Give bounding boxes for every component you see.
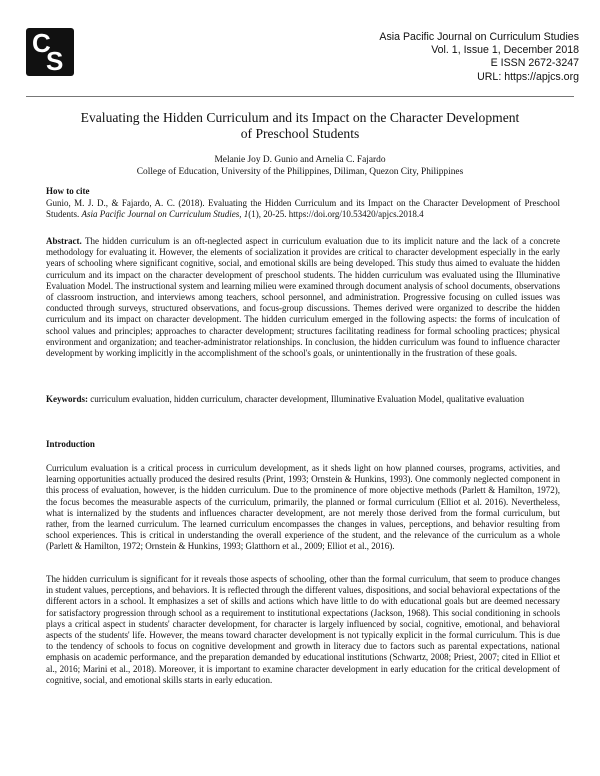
title-line-1: Evaluating the Hidden Curriculum and its Impact on the Character Development xyxy=(80,110,520,125)
keywords-label: Keywords: xyxy=(46,394,88,404)
abstract-label: Abstract. xyxy=(46,236,82,246)
introduction-heading: Introduction xyxy=(46,439,95,449)
author-block xyxy=(40,154,560,178)
logo-letter-c: C xyxy=(32,28,51,58)
keywords xyxy=(46,394,560,405)
how-to-cite-heading: How to cite xyxy=(46,186,90,196)
keywords-text: curriculum evaluation, hidden curriculum, character development, Illuminative Evaluation Model, qualitative evaluation xyxy=(90,394,525,404)
citation-start: Gunio, M. J. D., & Fajardo, A. C. (2018). Evaluating the Hidden Curriculum and its Impact on the Character Development of Preschool Students. xyxy=(46,198,560,220)
journal-logo xyxy=(26,28,74,76)
title-line-2: of Preschool Students xyxy=(240,126,360,141)
journal-issue: Vol. 1, Issue 1, December 2018 xyxy=(431,44,579,57)
journal-name: Asia Pacific Journal on Curriculum Studies xyxy=(379,31,579,43)
citation-journal: Asia Pacific Journal on Curriculum Studies, 1 xyxy=(81,209,249,220)
article-title xyxy=(40,110,560,142)
header-divider xyxy=(26,96,574,97)
journal-url[interactable]: URL: https://apjcs.org xyxy=(477,70,579,83)
citation-text xyxy=(46,198,560,220)
author-affiliation: College of Education, University of the Philippines, Diliman, Quezon City, Philippines xyxy=(136,167,464,177)
introduction-paragraph-1: Curriculum evaluation is a critical process in curriculum development, as it sheds light on how planned courses, programs, activities, and learning opportunities actually produced the desired results (Print, 1993; Ornstein & Hunkins, 1993). One commonly neglected component in this process of evaluation, however, is the hidden curriculum. Due to the prominence of more objective methods (Parlett & Hamilton, 1972), the focus becomes the measurable aspects of the curriculum, primarily, the planned or formal curriculum (Elliot et al. 2016). Nevertheless, what is internalized by the students and influences character development, are not merely those derived from the formal curriculum, but rather, from the learned curriculum. The learned curriculum encompasses the changes in values, perceptions, and behavior resulting from school experiences. This is critical in understanding the overall experience of the student, and the relevance of the curriculum as a whole (Parlett & Hamilton, 1972; Ornstein & Hunkins, 1993; Glatthorn et al., 2009; Elliot et al., 2016). xyxy=(46,463,560,552)
introduction-paragraph-2: The hidden curriculum is significant for it reveals those aspects of schooling, other than the formal curriculum, that seem to produce changes in student values, perceptions, and behaviors. It is reflected through the different values, dispositions, and social behavioral expectations of the different actors in a school. It emphasizes a set of skills and actions which have little to do with educational goals but are deemed necessary for satisfactory progression through school as a requirement to institutional expectations (Jackson, 1968). This social conditioning in schools plays a critical aspect in students' character development, for character is largely influenced by social, cognitive, emotional, and behavioral aspects of the students' life. However, the means toward character development is not typically explicit in the formal curriculum. This is due to the tendency of schools to focus on cognitive development and growth in literacy due to factors such as parental expectations, national emphasis on academic performance, and the preparation demanded by educational institutions (Schwartz, 2008; Priest, 2007; cited in Elliot et al., 2016; Marini et al., 2018). Moreover, it is important to examine character development in early education for the critical development of cognitive, social, and emotional skills starts in early education. xyxy=(46,574,560,685)
journal-header xyxy=(379,31,579,84)
abstract xyxy=(46,236,560,359)
abstract-text: The hidden curriculum is an oft-neglected aspect in curriculum evaluation due to its implicit nature and the lack of a concrete methodology for evaluating it. However, the elements of socialization it provides are critical to character development especially in the early years of schooling where significant cognitive, social, and emotional skills are being developed. This study thus aimed to evaluate the hidden curriculum and its impact on the character development of preschool students. The hidden curriculum was evaluated using the Illuminative Evaluation Model. The instructional system and learning milieu were examined through document analysis of school documents, observations of classroom instruction, and interviews among teachers, school personnel, and administration. Progressive focusing on culled issues was conducted through surveys, structured observations, and focus-group discussions. Themes derived were organized to describe the hidden curriculum and its impact on character development. The hidden curriculum emerged in the following aspects: the forms of inculcation of school values and principles; approaches to character development; structures facilitating readiness for formal schooling practices; physical environment and organization; and teacher-administrator relationships. In conclusion, the hidden curriculum was found to influence character development by working implicitly in the accomplishment of the school's goals, or unintentionally in the frustration of these goals. xyxy=(46,236,560,359)
citation-end: (1), 20-25. https://doi.org/10.53420/apjcs.2018.4 xyxy=(248,209,424,220)
logo-letter-s: S xyxy=(46,46,64,76)
journal-eissn: E ISSN 2672-3247 xyxy=(490,57,579,70)
author-names: Melanie Joy D. Gunio and Arnelia C. Fajardo xyxy=(214,155,386,165)
